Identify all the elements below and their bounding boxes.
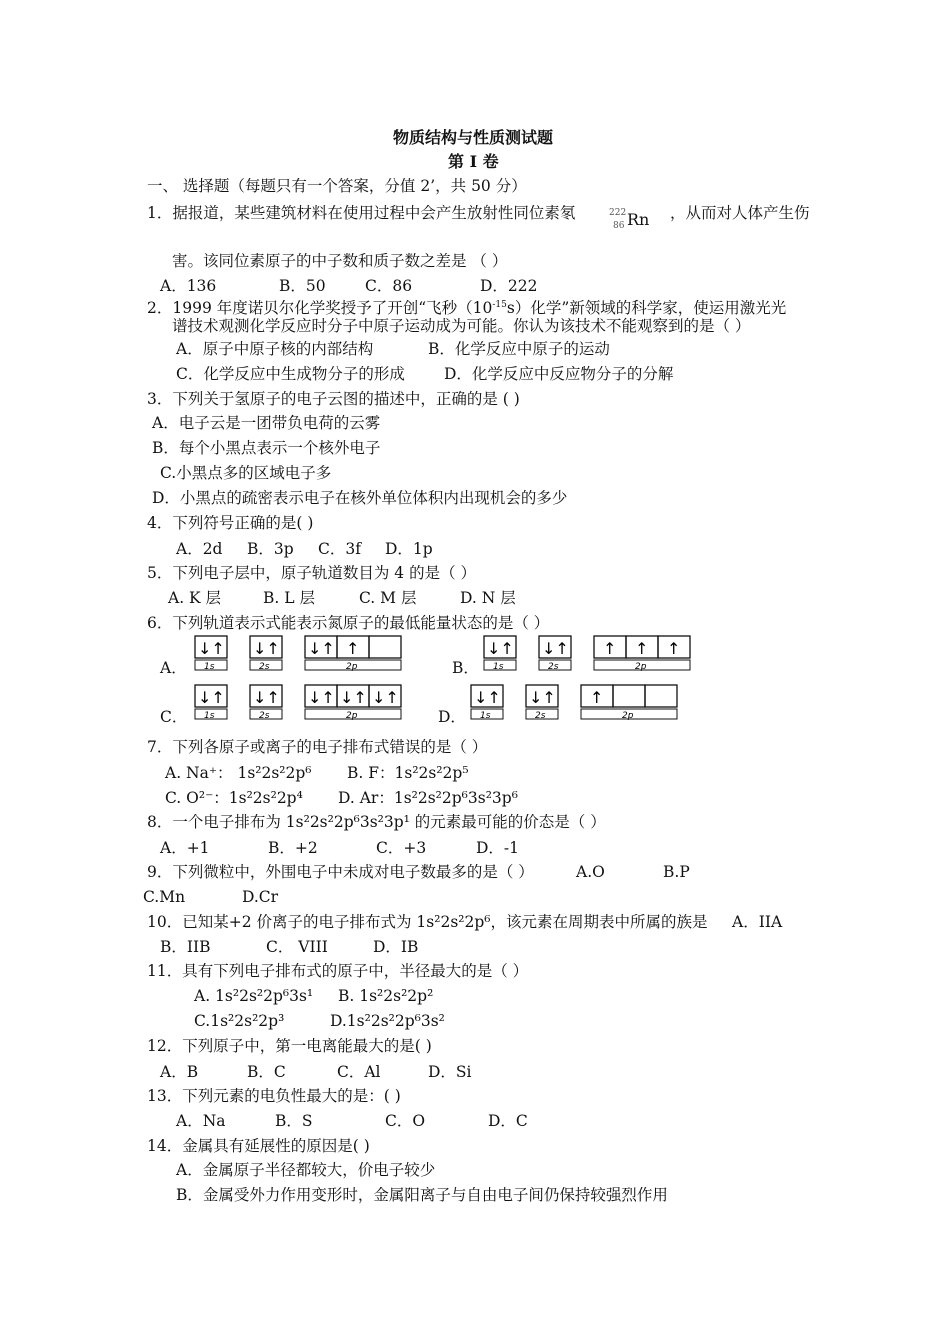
q8-option-b: B．+2 [268,839,318,857]
q12-option-a: A．B [160,1063,199,1081]
orbital-label-2p: 2p [346,662,358,672]
arrow-pair: ↓↑ [542,639,569,658]
q9-text: 9．下列微粒中，外围电子中未成对电子数最多的是（ ） [147,863,534,881]
nuclide-mass: 222 [609,208,627,218]
orbital-diagram-b [483,635,693,673]
arrow-pair: ↓↑ [198,639,225,658]
q9-option-b: B.P [663,863,690,881]
orbital-label-2s: 2s [259,662,270,672]
q3-option-a: A．电子云是一团带负电荷的云雾 [152,414,381,432]
section-heading: 一、 选择题（每题只有一个答案，分值 2’，共 50 分） [147,177,527,195]
q5-option-c: C. M 层 [359,589,417,607]
q13-option-d: D．C [488,1112,528,1130]
orbital-label-1s: 1s [493,662,504,672]
q13-text: 13．下列元素的电负性最大的是：( ) [147,1087,401,1105]
arrow-pair: ↓↑ [198,688,225,707]
q6-label-b: B． [452,659,479,677]
q9-option-d: D.Cr [242,888,279,906]
q14-option-a: A．金属原子半径都较大，价电子较少 [176,1161,436,1179]
arrow-up: ↑ [603,639,617,658]
q1-option-c: C．86 [365,277,413,295]
q3-option-c: C.小黑点多的区域电子多 [160,464,332,482]
q2-text [147,298,786,318]
q1-option-d: D．222 [480,277,538,295]
q10-option-c: C． VIII [266,938,328,956]
q13-option-a: A．Na [176,1112,226,1130]
arrow-pair: ↓↑ [340,688,367,707]
q2-option-d: D．化学反应中反应物分子的分解 [444,365,674,383]
q11-text: 11．具有下列电子排布式的原子中，半径最大的是（ ） [147,962,529,980]
q10-option-a: A．IIA [732,913,783,931]
q2-option-a: A．原子中原子核的内部结构 [176,340,374,358]
q12-text: 12．下列原子中，第一电离能最大的是( ) [147,1037,432,1055]
q8-option-c: C．+3 [376,839,427,857]
q5-text: 5．下列电子层中，原子轨道数目为 4 的是（ ） [147,564,477,582]
q12-option-b: B．C [247,1063,286,1081]
q3-option-b: B．每个小黑点表示一个核外电子 [152,439,381,457]
q7-option-b: B. F：1s²2s²2p⁵ [347,764,469,782]
q4-text: 4．下列符号正确的是( ) [147,514,314,532]
arrow-pair: ↓↑ [474,688,501,707]
arrow-pair: ↓↑ [372,688,399,707]
arrow-up: ↑ [590,688,604,707]
q10-option-b: B．IIB [160,938,211,956]
q2-sup: -15 [492,300,507,310]
nuclide-atomic: 86 [613,221,625,231]
orbital-label-2s: 2s [535,711,546,721]
orbital-label-2s: 2s [548,662,559,672]
arrow-pair: ↓↑ [529,688,556,707]
q11-option-b: B. 1s²2s²2p² [338,987,434,1005]
q5-option-b: B. L 层 [263,589,315,607]
q10-text: 10．已知某+2 价离子的电子排布式为 1s²2s²2p⁶，该元素在周期表中所属的族是 [147,913,708,931]
q4-option-b: B．3p [247,540,294,558]
q2-option-b: B．化学反应中原子的运动 [428,340,610,358]
orbital-diagram-d [470,684,680,722]
arrow-pair: ↓↑ [308,639,335,658]
arrow-pair: ↓↑ [308,688,335,707]
q11-option-a: A. 1s²2s²2p⁶3s¹ [194,987,314,1005]
q6-text: 6．下列轨道表示式能表示氮原子的最低能量状态的是（ ） [147,614,550,632]
q12-option-d: D．Si [428,1063,472,1081]
q8-text: 8．一个电子排布为 1s²2s²2p⁶3s²3p¹ 的元素最可能的价态是（ ） [147,813,606,831]
q7-text: 7．下列各原子或离子的电子排布式错误的是（ ） [147,738,488,756]
q11-option-d: D.1s²2s²2p⁶3s² [330,1012,445,1030]
orbital-label-2p: 2p [635,662,647,672]
q1-text: 1．据报道，某些建筑材料在使用过程中会产生放射性同位素氡 [147,204,576,222]
orbital-diagram-c [194,684,404,722]
q5-option-a: A. K 层 [168,589,222,607]
q8-option-a: A．+1 [160,839,210,857]
q7-option-a: A. Na⁺： 1s²2s²2p⁶ [165,764,312,782]
q4-option-c: C．3f [318,540,361,558]
orbital-label-2p: 2p [622,711,634,721]
q14-option-b: B．金属受外力作用变形时，金属阳离子与自由电子间仍保持较强烈作用 [176,1186,668,1204]
q4-option-a: A．2d [176,540,223,558]
orbital-diagram-a [194,635,404,673]
orbital-label-2p: 2p [346,711,358,721]
q2-text-a: 2．1999 年度诺贝尔化学奖授予了开创“飞秒（10 [147,299,493,317]
nuclide-symbol: Rn [627,210,650,229]
orbital-label-2s: 2s [259,711,270,721]
q1-option-a: A．136 [160,277,217,295]
q8-option-d: D．-1 [476,839,520,857]
arrow-pair: ↓↑ [253,688,280,707]
arrow-up: ↑ [635,639,649,658]
orbital-label-1s: 1s [204,662,215,672]
q11-option-c: C.1s²2s²2p³ [194,1012,285,1030]
arrow-up: ↑ [667,639,681,658]
document-title: 物质结构与性质测试题 [393,128,554,147]
arrow-up: ↑ [346,639,360,658]
arrow-pair: ↓↑ [487,639,514,658]
arrow-pair: ↓↑ [253,639,280,658]
q13-option-b: B．S [275,1112,313,1130]
q2-text2: 谱技术观测化学反应时分子中原子运动成为可能。你认为该技术不能观察到的是（ ） [172,317,751,335]
q5-option-d: D. N 层 [460,589,516,607]
q9-option-a: A.O [576,863,605,881]
q2-text-b: s）化学”新领域的科学家，使运用激光光 [506,299,787,317]
q1-nuclide [609,204,669,234]
q10-option-d: D．IB [373,938,419,956]
q14-text: 14．金属具有延展性的原因是( ) [147,1137,370,1155]
q1-text-cont: ，从而对人体产生伤 [670,204,810,222]
document-subtitle: 第 I 卷 [448,152,499,171]
orbital-label-1s: 1s [204,711,215,721]
q3-option-d: D．小黑点的疏密表示电子在核外单位体积内出现机会的多少 [152,489,568,507]
q7-option-d: D. Ar：1s²2s²2p⁶3s²3p⁶ [338,789,518,807]
q4-option-d: D．1p [385,540,433,558]
q9-option-c: C.Mn [143,888,186,906]
q6-label-a: A． [160,659,187,677]
orbital-label-1s: 1s [480,711,491,721]
q3-text: 3．下列关于氢原子的电子云图的描述中，正确的是 ( ) [147,390,520,408]
q6-label-c: C． [160,708,188,726]
q13-option-c: C．O [385,1112,426,1130]
q1-text2: 害。该同位素原子的中子数和质子数之差是 （ ） [172,252,508,270]
q6-label-d: D． [438,708,466,726]
q12-option-c: C．Al [337,1063,381,1081]
q1-option-b: B．50 [279,277,326,295]
q2-option-c: C．化学反应中生成物分子的形成 [176,365,405,383]
q7-option-c: C. O²⁻：1s²2s²2p⁴ [165,789,303,807]
